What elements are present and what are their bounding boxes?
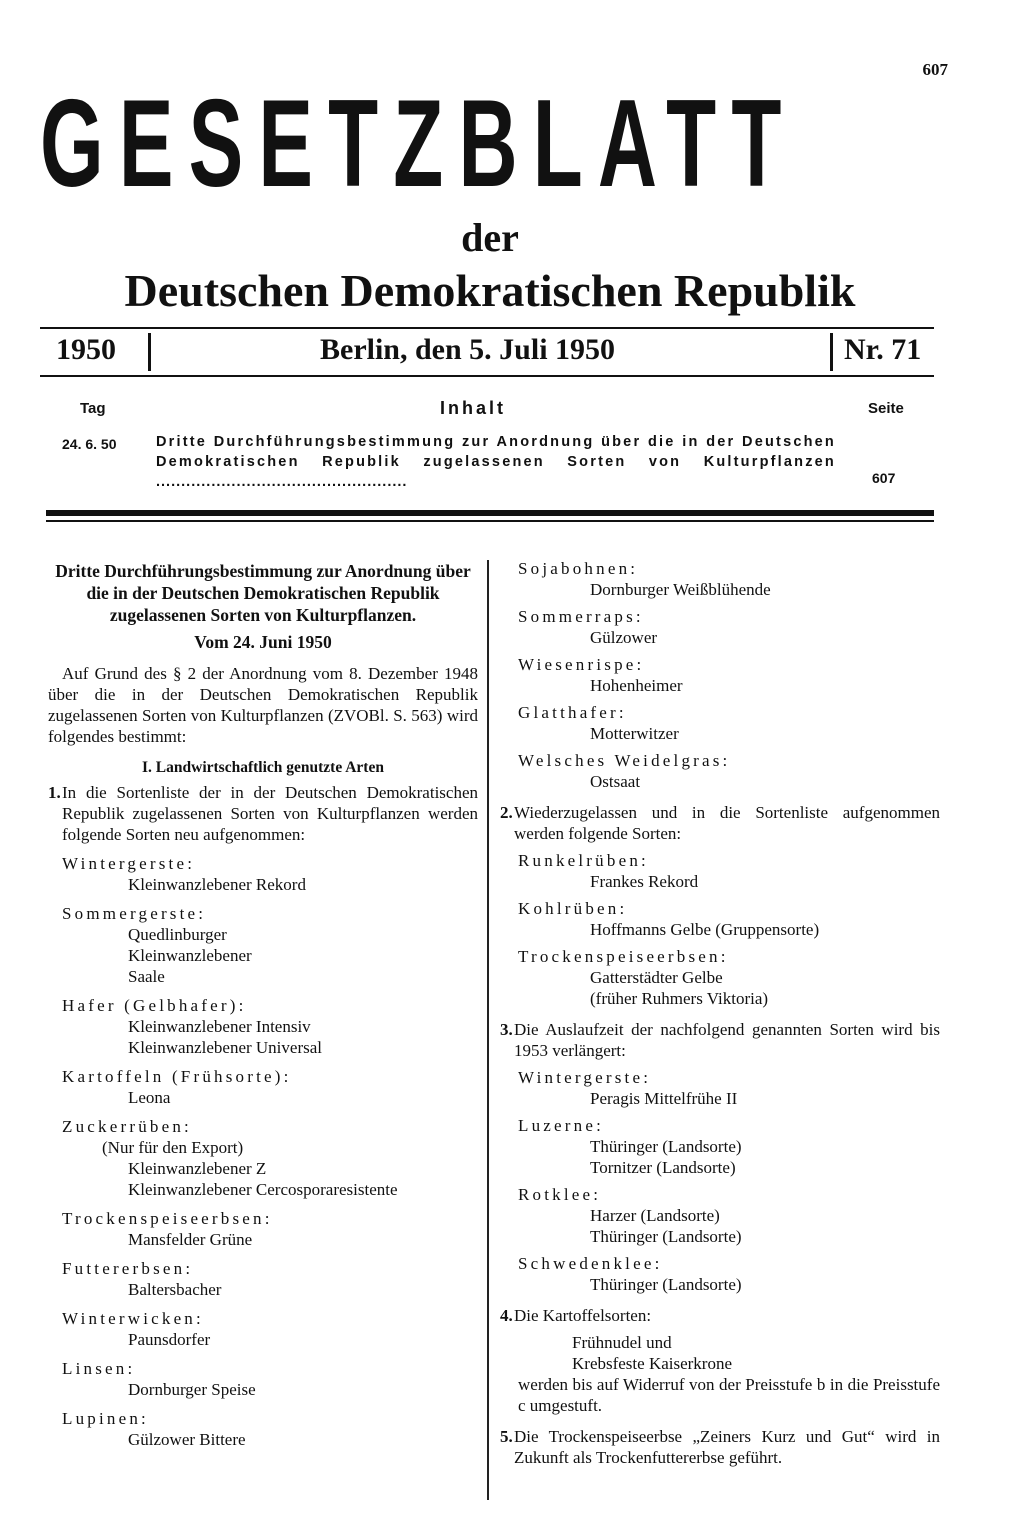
crop-name: Hafer (Gelbhafer): — [62, 996, 247, 1015]
crop-name: Welsches Weidelgras: — [518, 751, 731, 770]
item-number: 3. — [500, 1020, 513, 1039]
variety: Hohenheimer — [590, 676, 683, 695]
variety: Quedlinburger — [128, 925, 227, 944]
crop-entry — [518, 898, 940, 940]
crop-entry — [62, 1308, 478, 1350]
crop-entry — [518, 1184, 940, 1247]
variety: Hoffmanns Gelbe (Gruppensorte) — [590, 920, 820, 939]
masthead-der: der — [461, 215, 519, 260]
issue-divider — [830, 333, 833, 371]
crop-entry — [62, 1116, 478, 1200]
item-text-continued: werden bis auf Widerruf von der Preisstufe b in die Preisstufe c umgestuft. — [518, 1375, 940, 1415]
variety: Ostsaat — [590, 772, 641, 791]
column-divider — [487, 560, 489, 1500]
masthead-country: Deutschen Demokratischen Republik — [124, 265, 856, 316]
crop-entry — [518, 850, 940, 892]
toc-title: Inhalt — [440, 398, 506, 418]
crop-list — [500, 850, 940, 1009]
crop-note: (Nur für den Export) — [102, 1138, 244, 1157]
crop-name: Sojabohnen: — [518, 559, 639, 578]
crop-entry — [62, 995, 478, 1058]
variety: Motterwitzer — [590, 724, 679, 743]
crop-name: Schwedenklee: — [518, 1254, 663, 1273]
crop-name: Wintergerste: — [518, 1068, 652, 1087]
item-number: 2. — [500, 803, 513, 822]
variety: Kleinwanzlebener Z — [128, 1159, 267, 1178]
item-1 — [48, 782, 478, 845]
variety: Thüringer (Landsorte) — [590, 1227, 742, 1246]
crop-entry — [518, 558, 940, 600]
toc-column-tag: Tag — [80, 400, 106, 417]
crop-entry — [518, 606, 940, 648]
crop-name: Sommergerste: — [62, 904, 207, 923]
crop-entry — [62, 853, 478, 895]
issue-number: Nr. 71 — [844, 333, 922, 366]
divider-rule — [46, 510, 934, 516]
variety: Kleinwanzlebener Universal — [128, 1038, 322, 1057]
crop-entry — [518, 702, 940, 744]
crop-entry — [518, 1115, 940, 1178]
masthead-title: GESETZBLATT — [40, 84, 797, 204]
variety: Peragis Mittelfrühe II — [590, 1089, 738, 1108]
crop-name: Trockenspeiseerbsen: — [62, 1209, 273, 1228]
item-text: Die Kartoffelsorten: — [514, 1306, 652, 1325]
crop-name: Sommerraps: — [518, 607, 644, 626]
issue-year: 1950 — [56, 333, 116, 366]
crop-entry — [518, 1253, 940, 1295]
decree-title: Dritte Durchführungsbestimmung zur Anordnung über die in der Deutschen Demokratischen Republik zugelassenen Sorten von Kulturpflanzen. — [55, 561, 471, 625]
variety: Kleinwanzlebener — [128, 946, 252, 965]
variety: Frühnudel und — [572, 1333, 672, 1352]
crop-name: Glatthafer: — [518, 703, 627, 722]
variety: Dornburger Speise — [128, 1380, 256, 1399]
crop-entry — [62, 1258, 478, 1300]
crop-list — [500, 1067, 940, 1295]
crop-name: Winterwicken: — [62, 1309, 204, 1328]
toc-column-seite: Seite — [868, 400, 904, 417]
issue-bar — [40, 327, 934, 377]
divider-rule — [46, 520, 934, 522]
variety: Krebsfeste Kaiserkrone — [572, 1354, 733, 1373]
crop-name: Trockenspeiseerbsen: — [518, 947, 729, 966]
variety: (früher Ruhmers Viktoria) — [590, 989, 769, 1008]
crop-list — [500, 558, 940, 792]
masthead-title-box — [40, 84, 940, 204]
variety: Baltersbacher — [128, 1280, 222, 1299]
crop-entry — [518, 1067, 940, 1109]
variety: Gülzower — [590, 628, 658, 647]
item-number: 1. — [48, 783, 61, 802]
item-5 — [500, 1426, 940, 1468]
item-number: 5. — [500, 1427, 513, 1446]
crop-name: Luzerne: — [518, 1116, 605, 1135]
crop-name: Wintergerste: — [62, 854, 196, 873]
crop-name: Rotklee: — [518, 1185, 602, 1204]
item-text: Die Trockenspeiseerbse „Zeiners Kurz und Gut“ wird in Zukunft als Trockenfuttererbse geführt. — [514, 1427, 940, 1467]
crop-name: Lupinen: — [62, 1409, 149, 1428]
variety: Mansfelder Grüne — [128, 1230, 253, 1249]
variety: Paunsdorfer — [128, 1330, 211, 1349]
crop-name: Wiesenrispe: — [518, 655, 645, 674]
variety: Kleinwanzlebener Rekord — [128, 875, 306, 894]
variety: Gatterstädter Gelbe — [590, 968, 723, 987]
crop-name: Futtererbsen: — [62, 1259, 194, 1278]
variety: Thüringer (Landsorte) — [590, 1275, 742, 1294]
item-3 — [500, 1019, 940, 1061]
variety: Thüringer (Landsorte) — [590, 1137, 742, 1156]
crop-entry — [518, 654, 940, 696]
crop-entry — [62, 1358, 478, 1400]
crop-name: Linsen: — [62, 1359, 136, 1378]
item-2 — [500, 802, 940, 844]
item-text: Die Auslaufzeit der nachfolgend genannten Sorten wird bis 1953 verlängert: — [514, 1020, 940, 1060]
right-column — [500, 560, 940, 1474]
variety: Frankes Rekord — [590, 872, 699, 891]
crop-entry — [62, 903, 478, 987]
toc-leader-dots: .................................................. — [156, 474, 408, 490]
toc-entry[interactable] — [156, 432, 836, 492]
crop-name: Runkelrüben: — [518, 851, 649, 870]
left-column — [48, 560, 478, 1450]
decree-date: Vom 24. Juni 1950 — [194, 632, 332, 652]
crop-entry — [62, 1208, 478, 1250]
decree-preamble: Auf Grund des § 2 der Anordnung vom 8. Dezember 1948 über die in der Deutschen Demokratischen Republik zugelassenen Sorten von Kulturpflanzen (ZVOBl. S. 563) wird folgendes bestimmt: — [48, 664, 478, 746]
item-4 — [500, 1305, 940, 1326]
variety: Leona — [128, 1088, 171, 1107]
variety: Kleinwanzlebener Intensiv — [128, 1017, 311, 1036]
crop-entry — [518, 750, 940, 792]
toc-entry-date: 24. 6. 50 — [62, 436, 117, 452]
toc-entry-page: 607 — [872, 470, 896, 486]
crop-entry — [62, 1066, 478, 1108]
page-number: 607 — [922, 60, 948, 79]
item-text: Wiederzugelassen und in die Sortenliste aufgenommen werden folgende Sorten: — [514, 803, 940, 843]
variety: Dornburger Weißblühende — [590, 580, 771, 599]
crop-name: Zuckerrüben: — [62, 1117, 192, 1136]
variety: Saale — [128, 967, 165, 986]
item-number: 4. — [500, 1306, 513, 1325]
crop-entry — [518, 946, 940, 1009]
variety: Kleinwanzlebener Cercosporaresistente — [128, 1180, 398, 1199]
issue-divider — [148, 333, 151, 371]
variety: Tornitzer (Landsorte) — [590, 1158, 736, 1177]
crop-list — [48, 853, 478, 1450]
issue-place-date: Berlin, den 5. Juli 1950 — [320, 333, 616, 366]
variety: Gülzower Bittere — [128, 1430, 246, 1449]
toc-entry-text: Dritte Durchführungsbestimmung zur Anordnung über die in der Deutschen Demokratischen Republik zugelassenen Sorten von Kulturpflanzen — [156, 434, 836, 470]
item-text: In die Sortenliste der in der Deutschen Demokratischen Republik zugelassenen Sorten von Kulturpflanzen werden folgende Sorten neu aufgenommen: — [62, 783, 478, 844]
crop-name: Kohlrüben: — [518, 899, 628, 918]
crop-entry — [62, 1408, 478, 1450]
section-heading: I. Landwirtschaftlich genutzte Arten — [142, 759, 384, 776]
crop-name: Kartoffeln (Frühsorte): — [62, 1067, 292, 1086]
variety: Harzer (Landsorte) — [590, 1206, 720, 1225]
